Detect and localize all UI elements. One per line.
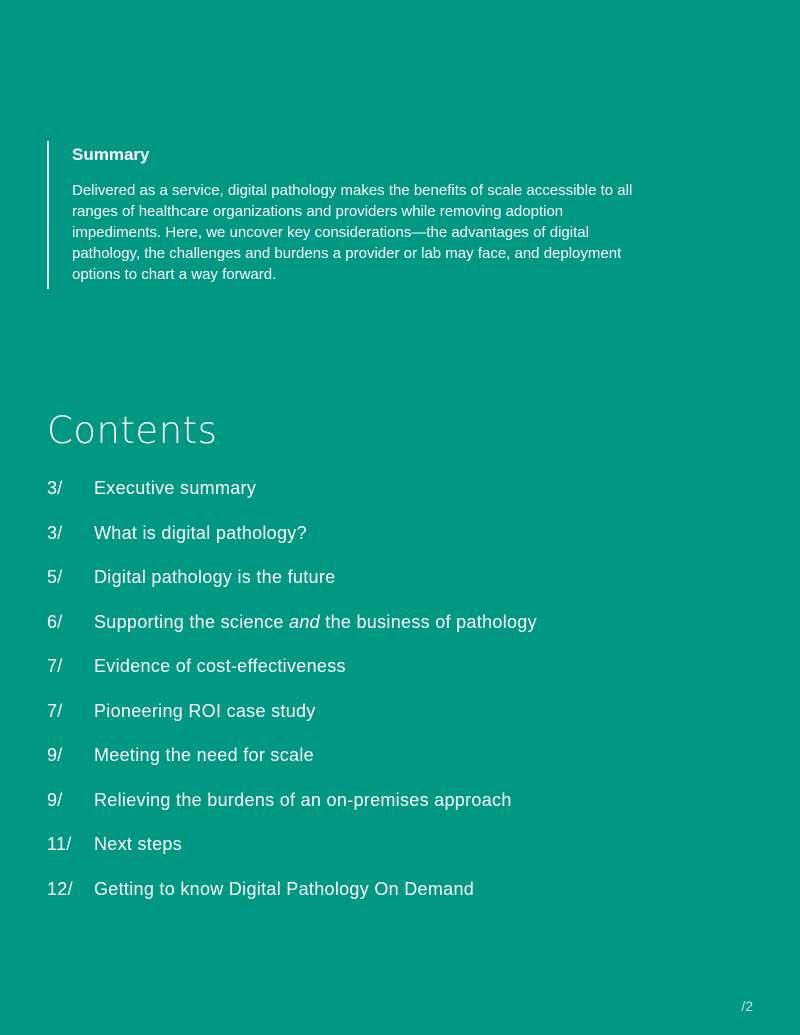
toc-page-number: 5/: [47, 567, 63, 587]
table-of-contents: [47, 476, 537, 921]
toc-page-number: 3/: [47, 478, 63, 498]
toc-page-number: 6/: [47, 611, 63, 632]
summary-title: Summary: [72, 145, 150, 164]
contents-heading: Contents: [47, 409, 218, 452]
toc-item[interactable]: [47, 743, 537, 788]
toc-page-number: 12/: [47, 878, 73, 899]
toc-title: Evidence of cost-effectiveness: [94, 656, 346, 676]
toc-item[interactable]: [47, 610, 537, 655]
toc-page-number: 9/: [47, 745, 63, 765]
summary-block: [47, 141, 647, 289]
toc-page-number: 7/: [47, 700, 63, 721]
toc-item[interactable]: [47, 654, 537, 699]
toc-title: Executive summary: [94, 478, 257, 498]
toc-title-emphasis: and: [289, 611, 320, 632]
toc-title: Pioneering ROI case study: [94, 700, 316, 721]
toc-item[interactable]: [47, 788, 537, 833]
toc-title-part: Supporting the science: [94, 611, 290, 632]
toc-title: Meeting the need for scale: [94, 745, 314, 765]
page-number: /2: [741, 998, 753, 1014]
toc-title: [94, 610, 537, 634]
toc-title: Next steps: [94, 834, 183, 854]
toc-item[interactable]: [47, 877, 537, 922]
summary-text: Delivered as a service, digital pathology makes the benefits of scale accessible to all ranges of healthcare organizations and providers while removing adoption impediments. Here, we uncover key considerations—the advantages of digital pathology, the challenges and burdens a provider or lab may face, and deployment options to chart a way forward.: [72, 182, 633, 283]
toc-page-number: 11/: [47, 834, 72, 854]
toc-title: Digital pathology is the future: [94, 567, 336, 587]
toc-item[interactable]: [47, 521, 537, 566]
toc-title: What is digital pathology?: [94, 522, 307, 543]
toc-page-number: 7/: [47, 656, 63, 676]
toc-title-part: the business of pathology: [319, 611, 537, 632]
toc-page-number: 3/: [47, 522, 63, 543]
toc-item[interactable]: [47, 476, 537, 521]
toc-item[interactable]: [47, 565, 537, 610]
toc-item[interactable]: [47, 699, 537, 744]
toc-title: Getting to know Digital Pathology On Demand: [94, 878, 475, 899]
toc-title: Relieving the burdens of an on-premises approach: [94, 789, 512, 810]
toc-page-number: 9/: [47, 789, 63, 810]
toc-item[interactable]: [47, 832, 537, 877]
